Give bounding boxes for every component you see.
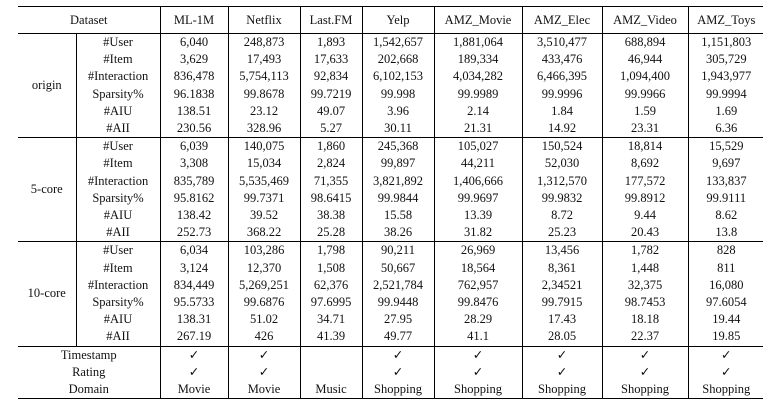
metric-label: #AIU <box>76 207 160 224</box>
table-row <box>18 277 763 294</box>
table-cell: 99.7915 <box>522 294 602 311</box>
metric-label: #User <box>76 138 160 156</box>
table-cell: 14.92 <box>522 120 602 138</box>
table-cell: 5,754,113 <box>228 68 300 85</box>
table-cell: 811 <box>688 260 763 277</box>
table-cell: 25.23 <box>522 224 602 242</box>
table-cell: 1,893 <box>300 34 362 52</box>
table-cell: 96.1838 <box>160 86 228 103</box>
table-row <box>18 242 763 260</box>
table-cell: 828 <box>688 242 763 260</box>
table-cell: 41.39 <box>300 328 362 346</box>
table-cell: 18.18 <box>602 311 688 328</box>
check-icon: ✓ <box>602 346 688 364</box>
footer-label: Domain <box>68 382 109 397</box>
table-cell: 762,957 <box>434 277 522 294</box>
table-cell: 5,535,469 <box>228 173 300 190</box>
table-cell: 39.52 <box>228 207 300 224</box>
table-cell: 13,456 <box>522 242 602 260</box>
table-cell: 46,944 <box>602 51 688 68</box>
table-cell: 6,040 <box>160 34 228 52</box>
table-cell: 1.59 <box>602 103 688 120</box>
table-row <box>18 86 763 103</box>
table-cell: 50,667 <box>362 260 434 277</box>
header-column: AMZ_Movie <box>434 7 522 34</box>
table-cell: 1,860 <box>300 138 362 156</box>
table-cell: 433,476 <box>522 51 602 68</box>
table-cell: 99.9832 <box>522 190 602 207</box>
table-cell: 97.6995 <box>300 294 362 311</box>
table-cell: 2,34521 <box>522 277 602 294</box>
check-icon: ✓ <box>228 346 300 364</box>
table-row <box>18 51 763 68</box>
check-icon: ✓ <box>434 346 522 364</box>
metric-label: Sparsity% <box>76 86 160 103</box>
header-column: Yelp <box>362 7 434 34</box>
table-cell: 15,529 <box>688 138 763 156</box>
table-cell: 99.9996 <box>522 86 602 103</box>
table-cell: 1,312,570 <box>522 173 602 190</box>
table-cell: Movie <box>228 381 300 399</box>
table-cell: 95.5733 <box>160 294 228 311</box>
table-cell: 1.69 <box>688 103 763 120</box>
table-cell: 6.36 <box>688 120 763 138</box>
footer-label: Timestamp <box>60 347 117 362</box>
header-column: AMZ_Toys <box>688 7 763 34</box>
table-cell: 9,697 <box>688 155 763 172</box>
table-cell: 98.7453 <box>602 294 688 311</box>
metric-label: #AIU <box>76 311 160 328</box>
table-cell: 1,943,977 <box>688 68 763 85</box>
table-cell: 1,881,064 <box>434 34 522 52</box>
table-cell: 2.14 <box>434 103 522 120</box>
table-cell: 3,308 <box>160 155 228 172</box>
group-label: 5-core <box>18 138 76 242</box>
table-cell: 3,510,477 <box>522 34 602 52</box>
table-cell: 99.9111 <box>688 190 763 207</box>
metric-label: #AII <box>76 120 160 138</box>
table-cell: 138.51 <box>160 103 228 120</box>
table-cell: 21.31 <box>434 120 522 138</box>
table-cell: 252.73 <box>160 224 228 242</box>
check-icon: ✓ <box>362 364 434 381</box>
table-cell: 3,124 <box>160 260 228 277</box>
table-cell: 17,633 <box>300 51 362 68</box>
table-cell: Shopping <box>688 381 763 399</box>
table-cell: 3,821,892 <box>362 173 434 190</box>
table-cell: 6,034 <box>160 242 228 260</box>
footer-label: Rating <box>72 364 106 379</box>
table-cell: 3,629 <box>160 51 228 68</box>
table-cell: 41.1 <box>434 328 522 346</box>
table-cell: 1,782 <box>602 242 688 260</box>
table-cell: 8,361 <box>522 260 602 277</box>
table-cell: 32,375 <box>602 277 688 294</box>
check-icon: ✓ <box>228 364 300 381</box>
table-cell: 98.6415 <box>300 190 362 207</box>
table-cell: 189,334 <box>434 51 522 68</box>
table-cell: 305,729 <box>688 51 763 68</box>
table-row <box>18 294 763 311</box>
table-cell: 1,406,666 <box>434 173 522 190</box>
table-cell: 19.44 <box>688 311 763 328</box>
table-cell: 23.12 <box>228 103 300 120</box>
table-cell: 31.82 <box>434 224 522 242</box>
table-cell: 105,027 <box>434 138 522 156</box>
header-column: Netflix <box>228 7 300 34</box>
table-cell: 99.9994 <box>688 86 763 103</box>
table-cell: Shopping <box>362 381 434 399</box>
table-row <box>18 364 763 381</box>
table-cell: 99.9966 <box>602 86 688 103</box>
table-row <box>18 346 763 364</box>
table-cell: 103,286 <box>228 242 300 260</box>
table-cell: 248,873 <box>228 34 300 52</box>
metric-label: #User <box>76 34 160 52</box>
metric-label: #User <box>76 242 160 260</box>
header-row <box>18 7 763 34</box>
table-cell: 1,542,657 <box>362 34 434 52</box>
table-cell: 20.43 <box>602 224 688 242</box>
table-cell: 38.38 <box>300 207 362 224</box>
table-cell: 12,370 <box>228 260 300 277</box>
metric-label: #AII <box>76 224 160 242</box>
check-icon: ✓ <box>160 364 228 381</box>
table-cell: Movie <box>160 381 228 399</box>
table-cell: 92,834 <box>300 68 362 85</box>
group-label: origin <box>18 34 76 138</box>
table-cell: 99.8912 <box>602 190 688 207</box>
table-cell: 202,668 <box>362 51 434 68</box>
table-cell: 1,448 <box>602 260 688 277</box>
check-icon: ✓ <box>362 346 434 364</box>
table-cell: 835,789 <box>160 173 228 190</box>
metric-label: #Interaction <box>76 277 160 294</box>
table-cell: 16,080 <box>688 277 763 294</box>
table-cell: 99.9448 <box>362 294 434 311</box>
header-dataset: Dataset <box>18 7 160 34</box>
table-cell: 6,466,395 <box>522 68 602 85</box>
metric-label: #AII <box>76 328 160 346</box>
table-cell: 28.05 <box>522 328 602 346</box>
table-cell: 133,837 <box>688 173 763 190</box>
table-cell: 138.42 <box>160 207 228 224</box>
check-icon: ✓ <box>688 346 763 364</box>
table-cell: 97.6054 <box>688 294 763 311</box>
table-row <box>18 190 763 207</box>
table-cell: Shopping <box>522 381 602 399</box>
table-cell: 4,034,282 <box>434 68 522 85</box>
metric-label: #AIU <box>76 103 160 120</box>
table-cell: 99.7219 <box>300 86 362 103</box>
table-cell: 30.11 <box>362 120 434 138</box>
table-cell: 138.31 <box>160 311 228 328</box>
table-cell: 8.72 <box>522 207 602 224</box>
table-cell: 8.62 <box>688 207 763 224</box>
check-icon: ✓ <box>522 364 602 381</box>
table-cell: 26,969 <box>434 242 522 260</box>
table-cell: 245,368 <box>362 138 434 156</box>
header-column: ML-1M <box>160 7 228 34</box>
table-row <box>18 103 763 120</box>
table-cell: 230.56 <box>160 120 228 138</box>
table-cell: 9.44 <box>602 207 688 224</box>
metric-label: #Item <box>76 51 160 68</box>
header-column: Last.FM <box>300 7 362 34</box>
table-cell: 8,692 <box>602 155 688 172</box>
table-body <box>18 34 763 399</box>
table-cell: 99.7371 <box>228 190 300 207</box>
table-cell: 267.19 <box>160 328 228 346</box>
table-cell: 13.8 <box>688 224 763 242</box>
table-row <box>18 120 763 138</box>
table-cell: 44,211 <box>434 155 522 172</box>
check-icon: ✓ <box>522 346 602 364</box>
table-row <box>18 173 763 190</box>
table-row <box>18 68 763 85</box>
table-cell: 1,094,400 <box>602 68 688 85</box>
table-cell: 688,894 <box>602 34 688 52</box>
table-cell: 18,814 <box>602 138 688 156</box>
table-cell: 836,478 <box>160 68 228 85</box>
table-row <box>18 328 763 346</box>
dataset-statistics-table <box>18 6 763 399</box>
table-cell: 328.96 <box>228 120 300 138</box>
table-cell <box>300 346 362 364</box>
header-column: AMZ_Video <box>602 7 688 34</box>
table-cell: 2,521,784 <box>362 277 434 294</box>
metric-label: #Item <box>76 155 160 172</box>
table-cell: 51.02 <box>228 311 300 328</box>
table-cell: 5.27 <box>300 120 362 138</box>
check-icon: ✓ <box>160 346 228 364</box>
table-row <box>18 155 763 172</box>
table-cell: 27.95 <box>362 311 434 328</box>
table-cell: 834,449 <box>160 277 228 294</box>
header-column: AMZ_Elec <box>522 7 602 34</box>
table-cell: 1,508 <box>300 260 362 277</box>
table-cell: 2,824 <box>300 155 362 172</box>
table-cell: Music <box>300 381 362 399</box>
table-cell: 62,376 <box>300 277 362 294</box>
table-cell: 177,572 <box>602 173 688 190</box>
table-cell: 140,075 <box>228 138 300 156</box>
table-cell: 28.29 <box>434 311 522 328</box>
check-icon: ✓ <box>602 364 688 381</box>
table-cell: 19.85 <box>688 328 763 346</box>
table-cell: 38.26 <box>362 224 434 242</box>
table-row <box>18 138 763 156</box>
table-cell: 99.998 <box>362 86 434 103</box>
metric-label: #Interaction <box>76 173 160 190</box>
table-cell: Shopping <box>434 381 522 399</box>
table-cell: 49.07 <box>300 103 362 120</box>
table-cell: 99.9989 <box>434 86 522 103</box>
table-cell: 52,030 <box>522 155 602 172</box>
table-row <box>18 224 763 242</box>
table-cell: 15,034 <box>228 155 300 172</box>
table-cell: 150,524 <box>522 138 602 156</box>
table-cell: 368.22 <box>228 224 300 242</box>
table-cell: 1.84 <box>522 103 602 120</box>
table-cell: 15.58 <box>362 207 434 224</box>
table-cell: 99.8678 <box>228 86 300 103</box>
table-cell: 1,151,803 <box>688 34 763 52</box>
table-cell: 99.8476 <box>434 294 522 311</box>
table-cell: Shopping <box>602 381 688 399</box>
check-icon: ✓ <box>434 364 522 381</box>
metric-label: #Item <box>76 260 160 277</box>
table-cell: 25.28 <box>300 224 362 242</box>
table-cell: 23.31 <box>602 120 688 138</box>
table-cell: 90,211 <box>362 242 434 260</box>
table-cell: 13.39 <box>434 207 522 224</box>
table-row <box>18 381 763 399</box>
table-row <box>18 34 763 52</box>
group-label: 10-core <box>18 242 76 346</box>
table-cell: 6,102,153 <box>362 68 434 85</box>
table-cell: 5,269,251 <box>228 277 300 294</box>
table-cell: 99,897 <box>362 155 434 172</box>
table-cell: 95.8162 <box>160 190 228 207</box>
table-cell: 1,798 <box>300 242 362 260</box>
metric-label: Sparsity% <box>76 294 160 311</box>
table-cell: 426 <box>228 328 300 346</box>
table-cell: 17.43 <box>522 311 602 328</box>
table-cell <box>300 364 362 381</box>
metric-label: #Interaction <box>76 68 160 85</box>
table-cell: 6,039 <box>160 138 228 156</box>
table-cell: 17,493 <box>228 51 300 68</box>
table-row <box>18 207 763 224</box>
table-cell: 49.77 <box>362 328 434 346</box>
table-cell: 99.6876 <box>228 294 300 311</box>
check-icon: ✓ <box>688 364 763 381</box>
metric-label: Sparsity% <box>76 190 160 207</box>
table-row <box>18 311 763 328</box>
table-row <box>18 260 763 277</box>
table-cell: 71,355 <box>300 173 362 190</box>
table-cell: 3.96 <box>362 103 434 120</box>
table-cell: 99.9844 <box>362 190 434 207</box>
table-cell: 99.9697 <box>434 190 522 207</box>
table-cell: 34.71 <box>300 311 362 328</box>
table-cell: 22.37 <box>602 328 688 346</box>
dataset-statistics-table-container <box>18 6 756 399</box>
table-cell: 18,564 <box>434 260 522 277</box>
